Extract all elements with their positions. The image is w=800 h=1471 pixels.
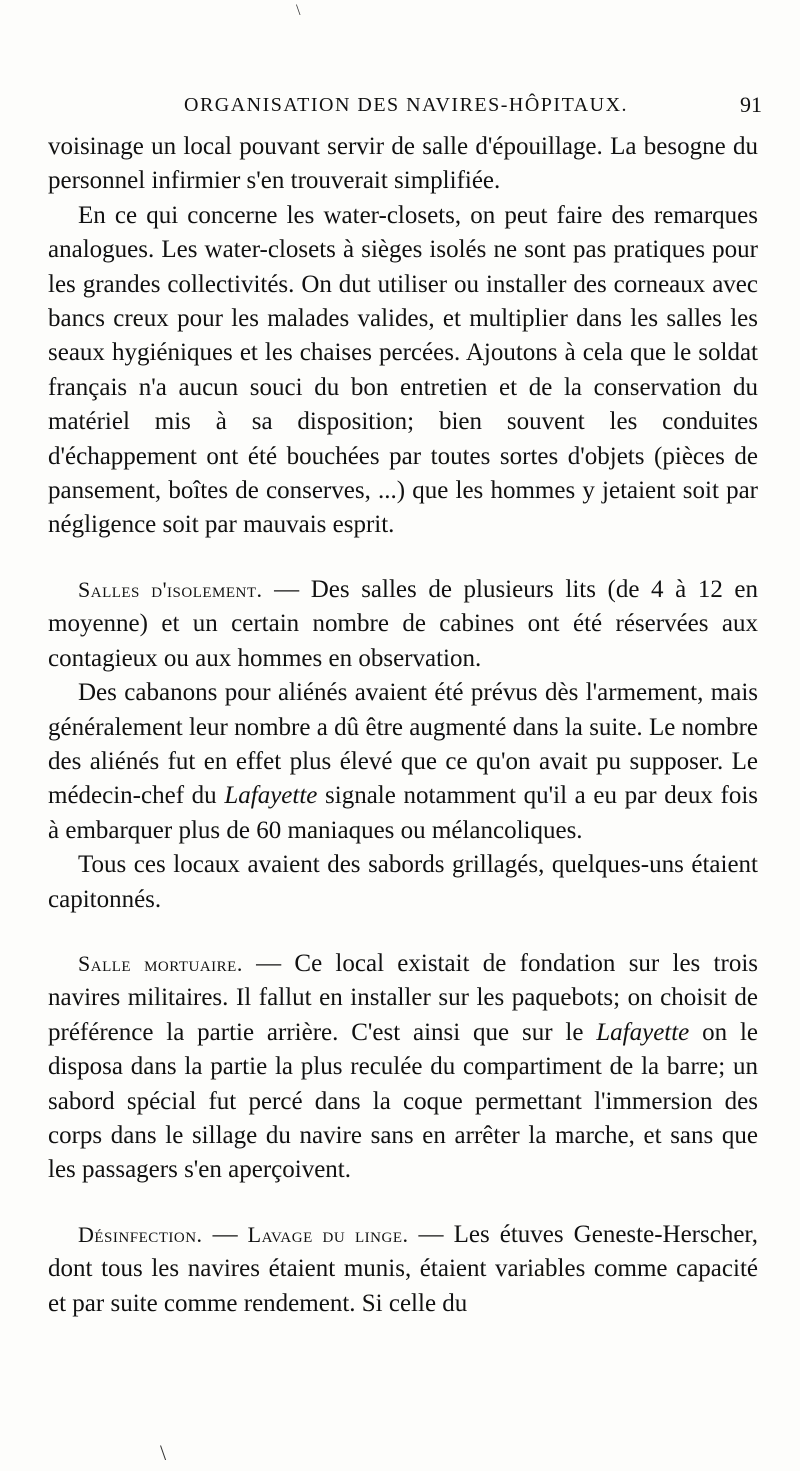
paragraph-text: Les étuves Geneste-Herscher, dont tous les navires étaient munis, étaient variables comme capacité et par suite comme rendement. Si celle du: [48, 1220, 758, 1317]
running-title: ORGANISATION DES NAVIRES-HÔPITAUX.: [184, 94, 629, 116]
section-heading: Désinfection.: [78, 1221, 203, 1247]
page-header: [178, 92, 768, 122]
paragraph-continuation: [48, 130, 758, 199]
body-text: [48, 130, 758, 1321]
paragraph-text: Des cabanons pour aliénés avaient été prévus dès l'armement, mais généralement leur nombre a dû être augmenté dans la suite. Le nombre des aliénés fut en effet plus élevé que ce qu'on avait pu supposer. Le médecin-chef du: [48, 679, 758, 810]
heading-dash: —: [242, 949, 295, 977]
paragraph-text: voisinage un local pouvant servir de salle d'épouillage. La besogne du personnel infirmier s'en trouverait simplifiée.: [48, 133, 758, 195]
ship-name: Lafayette: [224, 782, 318, 810]
paragraph-cabanons: [48, 676, 758, 848]
section-salle-mortuaire: [48, 947, 758, 1188]
heading-dash: —: [408, 1220, 454, 1248]
paragraph-text: signale notamment qu'il a eu par deux fois à embarquer plus de 60 maniaques ou mélancoliques.: [48, 782, 758, 844]
heading-dash: —: [262, 575, 311, 603]
ship-name: Lafayette: [596, 1018, 690, 1046]
scan-speck: \: [296, 2, 301, 19]
scan-speck: \: [160, 1440, 167, 1465]
heading-dash: —: [202, 1220, 248, 1248]
section-subheading: Lavage du linge.: [247, 1221, 409, 1247]
section-heading: Salle mortuaire.: [78, 950, 243, 976]
paragraph-text: on le disposa dans la partie la plus reculée du compartiment de la barre; un sabord spécial fut percé dans la coque permettant l'immersion des corps dans le sillage du navire sans en arrêter la marche, et sans que les passagers s'en aperçoivent.: [48, 1018, 758, 1184]
section-desinfection: [48, 1218, 758, 1321]
section-salles-isolement: [48, 573, 758, 676]
paragraph-text: Tous ces locaux avaient des sabords grillagés, quelques-uns étaient capitonnés.: [48, 851, 758, 913]
section-heading: Salles d'isolement.: [78, 576, 263, 602]
paragraph-water-closets: [48, 199, 758, 543]
paragraph-text: Des salles de plusieurs lits (de 4 à 12 en moyenne) et un certain nombre de cabines ont été réservées aux contagieux ou aux hommes en observation.: [48, 575, 759, 672]
page-number: 91: [740, 92, 762, 117]
paragraph-text: Ce local existait de fondation sur les trois navires militaires. Il fallut en installer sur les paquebots; on choisit de préférence la partie arrière. C'est ainsi que sur le: [48, 949, 759, 1046]
paragraph-locaux: [48, 848, 758, 917]
paragraph-text: En ce qui concerne les water-closets, on peut faire des remarques analogues. Les water-closets à sièges isolés ne sont pas pratiques pour les grandes collectivités. On dut utiliser ou installer des corneaux avec bancs creux pour les malades valides, et multiplier dans les salles les seaux hygiéniques et les chaises percées. Ajoutons à cela que le soldat français n'a aucun souci du bon entretien et de la conservation du matériel mis à sa disposition; bien souvent les conduites d'échappement ont été bouchées par toutes sortes d'objets (pièces de pansement, boîtes de conserves, ...) que les hommes y jetaient soit par négligence soit par mauvais esprit.: [48, 201, 758, 539]
